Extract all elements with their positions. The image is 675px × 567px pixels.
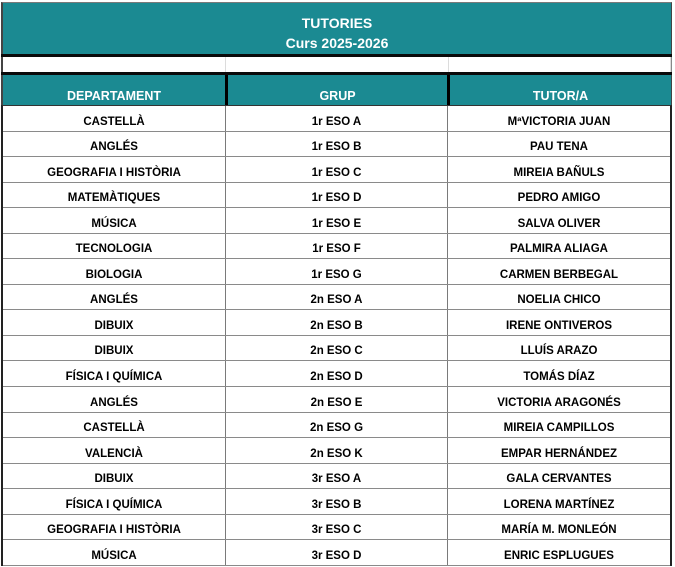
cell-tutor[interactable]: LLUÍS ARAZO bbox=[447, 336, 670, 361]
table-header bbox=[1, 75, 672, 105]
cell-tutor[interactable]: SALVA OLIVER bbox=[447, 208, 670, 233]
table-row bbox=[3, 540, 670, 566]
table-row bbox=[3, 336, 670, 362]
table-row bbox=[3, 285, 670, 311]
table-row bbox=[3, 208, 670, 234]
cell-grup[interactable]: 1r ESO D bbox=[225, 183, 447, 208]
header-departament: DEPARTAMENT bbox=[67, 89, 161, 103]
cell-departament[interactable]: DIBUIX bbox=[94, 473, 134, 486]
cell-departament[interactable]: MÚSICA bbox=[91, 217, 137, 230]
cell-tutor[interactable]: PAU TENA bbox=[447, 132, 670, 157]
header-grup: GRUP bbox=[225, 75, 447, 105]
table-row bbox=[3, 234, 670, 260]
header-tutor: TUTOR/A bbox=[447, 75, 671, 105]
table-body bbox=[1, 105, 672, 566]
title-block bbox=[1, 2, 672, 54]
cell-departament[interactable]: TECNOLOGIA bbox=[75, 243, 153, 256]
cell-grup[interactable]: 2n ESO D bbox=[225, 361, 447, 386]
cell-grup[interactable]: 3r ESO C bbox=[225, 515, 447, 540]
cell-tutor[interactable]: EMPAR HERNÁNDEZ bbox=[447, 438, 670, 463]
cell-departament[interactable]: FÍSICA I QUÍMICA bbox=[65, 498, 163, 511]
table-row bbox=[3, 310, 670, 336]
cell-departament[interactable]: MÚSICA bbox=[91, 549, 137, 562]
cell-departament[interactable]: ANGLÉS bbox=[90, 396, 138, 409]
table-row bbox=[3, 132, 670, 158]
cell-departament[interactable]: GEOGRAFIA I HISTÒRIA bbox=[47, 524, 181, 537]
blank-cell[interactable] bbox=[449, 57, 671, 72]
cell-tutor[interactable]: PALMIRA ALIAGA bbox=[447, 234, 670, 259]
cell-tutor[interactable]: MIREIA BAÑULS bbox=[447, 157, 670, 182]
table-row bbox=[3, 183, 670, 209]
cell-grup[interactable]: 2n ESO K bbox=[225, 438, 447, 463]
cell-departament[interactable]: DIBUIX bbox=[94, 319, 134, 332]
cell-tutor[interactable]: CARMEN BERBEGAL bbox=[447, 259, 670, 284]
table-row bbox=[3, 387, 670, 413]
blank-cell[interactable] bbox=[226, 57, 449, 72]
table-row bbox=[3, 438, 670, 464]
cell-grup[interactable]: 2n ESO A bbox=[225, 285, 447, 310]
cell-tutor[interactable]: VICTORIA ARAGONÉS bbox=[447, 387, 670, 412]
table-row bbox=[3, 489, 670, 515]
cell-tutor[interactable]: IRENE ONTIVEROS bbox=[447, 310, 670, 335]
cell-tutor[interactable]: PEDRO AMIGO bbox=[447, 183, 670, 208]
cell-departament[interactable]: FÍSICA I QUÍMICA bbox=[65, 371, 163, 384]
table-row bbox=[3, 515, 670, 541]
cell-grup[interactable]: 1r ESO G bbox=[225, 259, 447, 284]
cell-grup[interactable]: 1r ESO F bbox=[225, 234, 447, 259]
table-row bbox=[3, 464, 670, 490]
cell-departament[interactable]: CASTELLÀ bbox=[83, 115, 145, 128]
cell-departament[interactable]: MATEMÀTIQUES bbox=[67, 192, 161, 205]
tutories-sheet bbox=[1, 2, 672, 566]
cell-grup[interactable]: 1r ESO C bbox=[225, 157, 447, 182]
cell-departament[interactable]: ANGLÉS bbox=[90, 141, 138, 154]
table-row bbox=[3, 361, 670, 387]
table-row bbox=[3, 157, 670, 183]
cell-grup[interactable]: 3r ESO B bbox=[225, 489, 447, 514]
cell-tutor[interactable]: ENRIC ESPLUGUES bbox=[447, 540, 670, 565]
cell-tutor[interactable]: MªVICTORIA JUAN bbox=[447, 106, 670, 131]
cell-departament[interactable]: GEOGRAFIA I HISTÒRIA bbox=[47, 166, 181, 179]
blank-row bbox=[1, 57, 672, 72]
cell-grup[interactable]: 3r ESO D bbox=[225, 540, 447, 565]
blank-cell[interactable] bbox=[3, 57, 226, 72]
cell-grup[interactable]: 1r ESO A bbox=[225, 106, 447, 131]
cell-departament[interactable]: BIOLOGIA bbox=[85, 268, 143, 281]
cell-departament[interactable]: CASTELLÀ bbox=[83, 422, 145, 435]
cell-grup[interactable]: 2n ESO E bbox=[225, 387, 447, 412]
cell-grup[interactable]: 2n ESO C bbox=[225, 336, 447, 361]
cell-tutor[interactable]: NOELIA CHICO bbox=[447, 285, 670, 310]
cell-grup[interactable]: 1r ESO B bbox=[225, 132, 447, 157]
table-row bbox=[3, 106, 670, 132]
title: TUTORIES bbox=[301, 15, 373, 31]
cell-tutor[interactable]: MARÍA M. MONLEÓN bbox=[447, 515, 670, 540]
cell-grup[interactable]: 3r ESO A bbox=[225, 464, 447, 489]
cell-grup[interactable]: 2n ESO B bbox=[225, 310, 447, 335]
subtitle-course-year: Curs 2025-2026 bbox=[285, 35, 389, 51]
cell-departament[interactable]: ANGLÉS bbox=[90, 294, 138, 307]
table-row bbox=[3, 413, 670, 439]
cell-departament[interactable]: VALENCIÀ bbox=[85, 447, 143, 460]
cell-departament[interactable]: DIBUIX bbox=[94, 345, 134, 358]
cell-tutor[interactable]: MIREIA CAMPILLOS bbox=[447, 413, 670, 438]
cell-tutor[interactable]: TOMÁS DÍAZ bbox=[447, 361, 670, 386]
table-row bbox=[3, 259, 670, 285]
cell-tutor[interactable]: GALA CERVANTES bbox=[447, 464, 670, 489]
cell-grup[interactable]: 1r ESO E bbox=[225, 208, 447, 233]
cell-tutor[interactable]: LORENA MARTÍNEZ bbox=[447, 489, 670, 514]
cell-grup[interactable]: 2n ESO G bbox=[225, 413, 447, 438]
